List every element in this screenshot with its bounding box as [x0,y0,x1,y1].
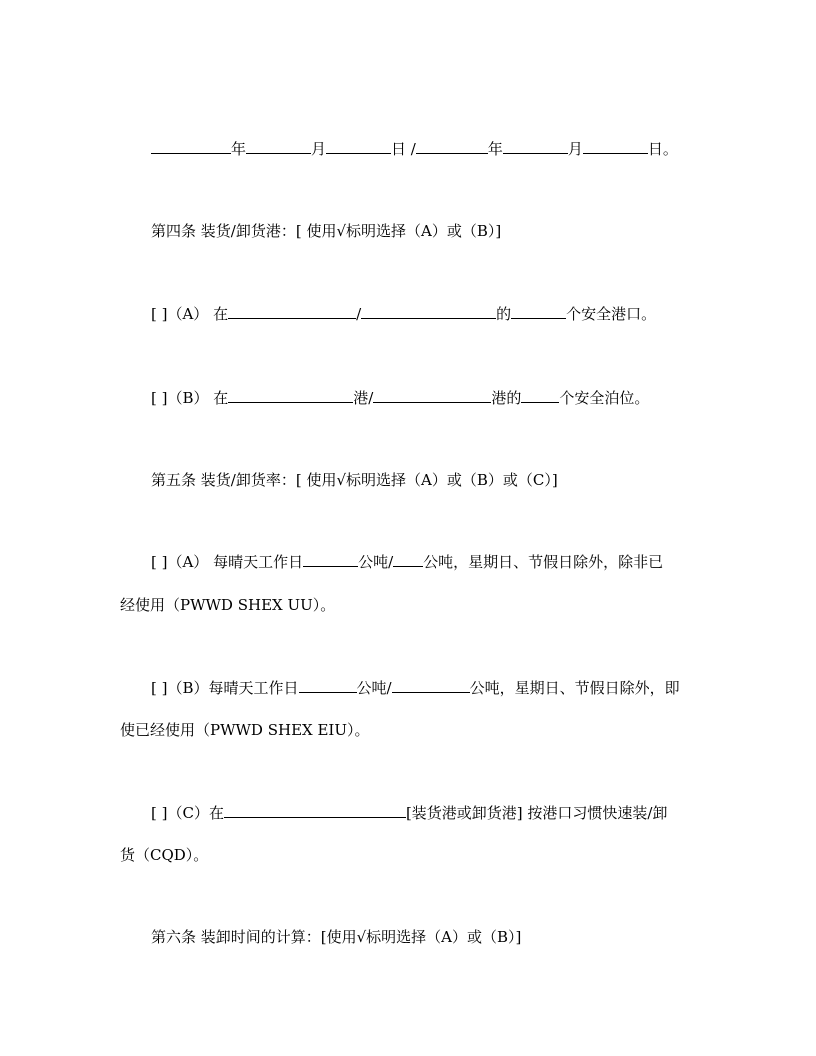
blank-4a-3 [511,305,566,319]
option-4b-prefix: [ ]（B） 在 [151,389,229,407]
option-5c-suffix: [装货港或卸货港] 按港口习惯快速装/卸 [405,804,668,822]
option-5c [151,803,667,823]
option-5b-prefix: [ ]（B）每晴天工作日 [151,679,299,697]
date-text-year-1: 年 [231,140,247,158]
option-4b-suffix: 个安全泊位。 [559,389,650,407]
option-4a-prefix: [ ]（A） 在 [151,305,229,323]
option-4a [151,304,656,324]
date-text-year-2: 年 [487,140,503,158]
option-5b-tons: 公吨/ [356,679,392,697]
blank-5a-1 [303,553,358,567]
blank-4b-2 [373,389,491,403]
blank-year-1 [151,140,231,154]
option-5a-prefix: [ ]（A） 每晴天工作日 [151,553,304,571]
option-5b-suffix: 公吨，星期日、节假日除外，即 [469,679,680,697]
option-4b-port: 港/ [353,389,374,407]
article-6-heading: 第六条 装卸时间的计算：[使用√标明选择（A）或（B）] [151,928,522,946]
option-5a [151,552,663,572]
blank-year-2 [416,140,488,154]
blank-month-2 [503,140,568,154]
date-text-day-1: 日 / [391,140,416,158]
blank-day-1 [326,140,391,154]
option-5c-continuation: 货（CQD）。 [120,846,209,864]
blank-month-1 [246,140,311,154]
option-4b-port-of: 港的 [491,389,522,407]
option-5a-tons: 公吨/ [358,553,394,571]
option-5a-continuation: 经使用（PWWD SHEX UU）。 [120,596,336,614]
option-5a-suffix: 公吨，星期日、节假日除外，除非已 [423,553,664,571]
article-4-heading: 第四条 装货/卸货港：[ 使用√标明选择（A）或（B）] [151,222,502,240]
option-5b-continuation: 使已经使用（PWWD SHEX EIU）。 [120,721,370,739]
blank-day-2 [583,140,648,154]
option-4a-of: 的 [496,305,512,323]
option-5b [151,678,680,698]
blank-5a-2 [393,553,423,567]
blank-4b-3 [521,389,559,403]
date-text-month-2: 月 [567,140,583,158]
article-5-heading: 第五条 装货/卸货率：[ 使用√标明选择（A）或（B）或（C）] [151,471,558,489]
blank-5c-1 [224,804,406,818]
blank-4b-1 [228,389,353,403]
blank-5b-1 [299,679,357,693]
option-5c-prefix: [ ]（C）在 [151,804,224,822]
option-4b [151,388,649,408]
blank-5b-2 [392,679,470,693]
blank-4a-1 [228,305,356,319]
option-4a-slash: / [356,305,362,323]
blank-4a-2 [361,305,496,319]
date-text-day-2: 日。 [647,140,678,158]
date-line [151,139,678,159]
option-4a-suffix: 个安全港口。 [566,305,657,323]
date-text-month-1: 月 [311,140,327,158]
